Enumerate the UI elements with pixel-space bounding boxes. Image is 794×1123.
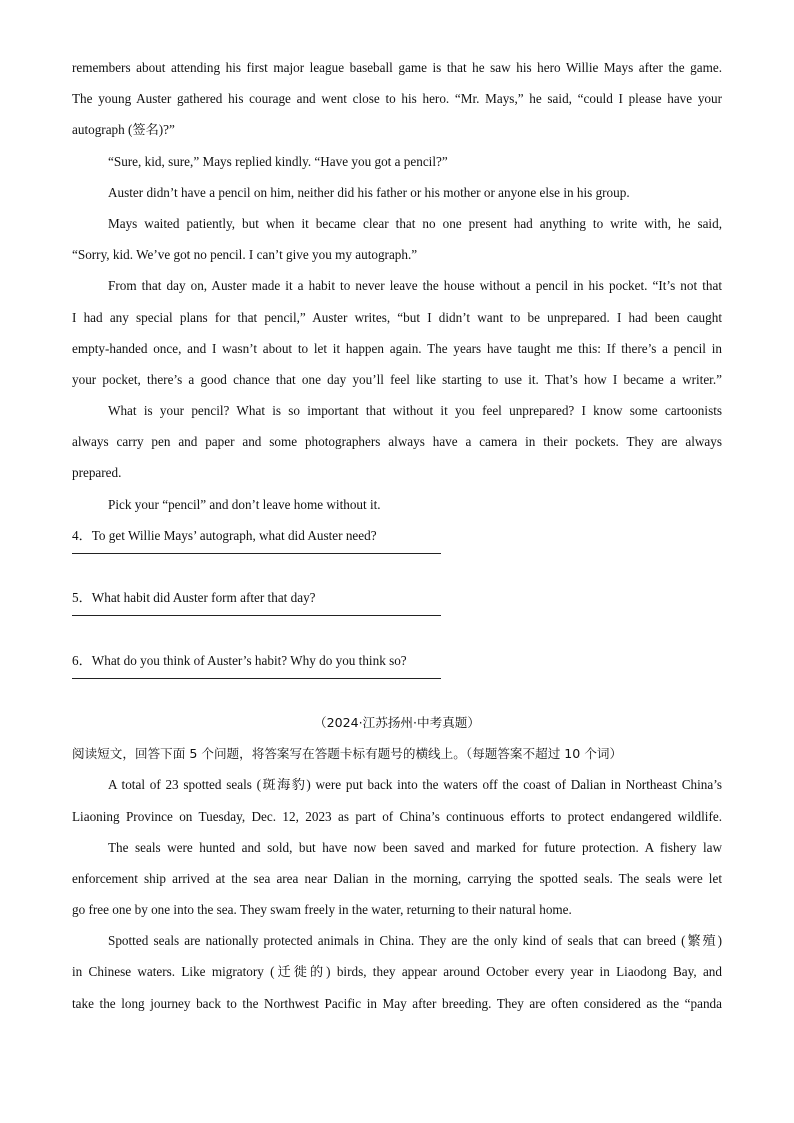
- passage-line: always carry pen and paper and some photographers always have a camera in their pockets. They are always: [72, 434, 722, 450]
- passage-1: [72, 52, 722, 520]
- passage-2: [72, 707, 722, 1019]
- passage-line: autograph (签名)?”: [72, 122, 175, 138]
- passage-line: What is your pencil? What is so important that without it you feel unprepared? I know some cartoonists: [108, 403, 722, 419]
- passage-line: prepared.: [72, 465, 122, 481]
- instructions: 阅读短文，回答下面 5 个问题，将答案写在答题卡标有题号的横线上。（每题答案不超过 10 个词）: [72, 746, 623, 762]
- passage-line: empty-handed once, and I wasn’t about to let it happen again. The years have taught me this: If there’s a pencil in: [72, 340, 722, 356]
- document-page: [72, 52, 722, 1019]
- passage-line: enforcement ship arrived at the sea area near Dalian in the morning, carrying the spotted seals. The seals were let: [72, 870, 722, 886]
- passage-line: I had any special plans for that pencil,” Auster writes, “but I didn’t want to be unprepared. I had been caught: [72, 309, 722, 325]
- passage-line: Pick your “pencil” and don’t leave home without it.: [108, 496, 381, 512]
- question-list: [72, 520, 722, 679]
- passage-line: Auster didn’t have a pencil on him, neither did his father or his mother or anyone else in his group.: [108, 184, 630, 200]
- passage-line: From that day on, Auster made it a habit to never leave the house without a pencil in his pocket. “It’s not that: [108, 278, 722, 294]
- passage-line: go free one by one into the sea. They swam freely in the water, returning to their natural home.: [72, 902, 572, 918]
- answer-line-5[interactable]: [72, 615, 441, 616]
- answer-line-4[interactable]: [72, 553, 441, 554]
- passage-line: Liaoning Province on Tuesday, Dec. 12, 2023 as part of China’s continuous efforts to protect endangered wildlife.: [72, 808, 722, 824]
- passage-line: take the long journey back to the Northwest Pacific in May after breeding. They are often considered as the “panda: [72, 995, 722, 1011]
- question-5: 5．What habit did Auster form after that day?: [72, 590, 316, 606]
- passage-line: in Chinese waters. Like migratory (迁徙的) birds, they appear around October every year in Liaodong Bay, and: [72, 964, 722, 980]
- passage-line: your pocket, there’s a good chance that one day you’ll feel like starting to use it. That’s how I became a writer.”: [72, 371, 722, 387]
- passage-line: “Sorry, kid. We’ve got no pencil. I can’t give you my autograph.”: [72, 247, 418, 263]
- passage-line: The young Auster gathered his courage and went close to his hero. “Mr. Mays,” he said, “could I please have your: [72, 91, 722, 107]
- passage-line: A total of 23 spotted seals (斑海豹) were put back into the waters off the coast of Dalian in Northeast China’s: [108, 777, 722, 793]
- passage-line: remembers about attending his first major league baseball game is that he saw his hero Willie Mays after the game.: [72, 60, 722, 75]
- source-label: （2024·江苏扬州·中考真题）: [314, 714, 480, 730]
- passage-line: Spotted seals are nationally protected animals in China. They are the only kind of seals that can breed (繁殖): [108, 933, 722, 949]
- question-6: 6．What do you think of Auster’s habit? Why do you think so?: [72, 652, 407, 668]
- answer-line-6[interactable]: [72, 678, 441, 679]
- question-4: 4．To get Willie Mays’ autograph, what did Auster need?: [72, 527, 377, 543]
- passage-line: The seals were hunted and sold, but have now been saved and marked for future protection. A fishery law: [108, 839, 722, 855]
- passage-line: Mays waited patiently, but when it became clear that no one present had anything to write with, he said,: [108, 215, 722, 231]
- passage-line: “Sure, kid, sure,” Mays replied kindly. “Have you got a pencil?”: [108, 153, 448, 169]
